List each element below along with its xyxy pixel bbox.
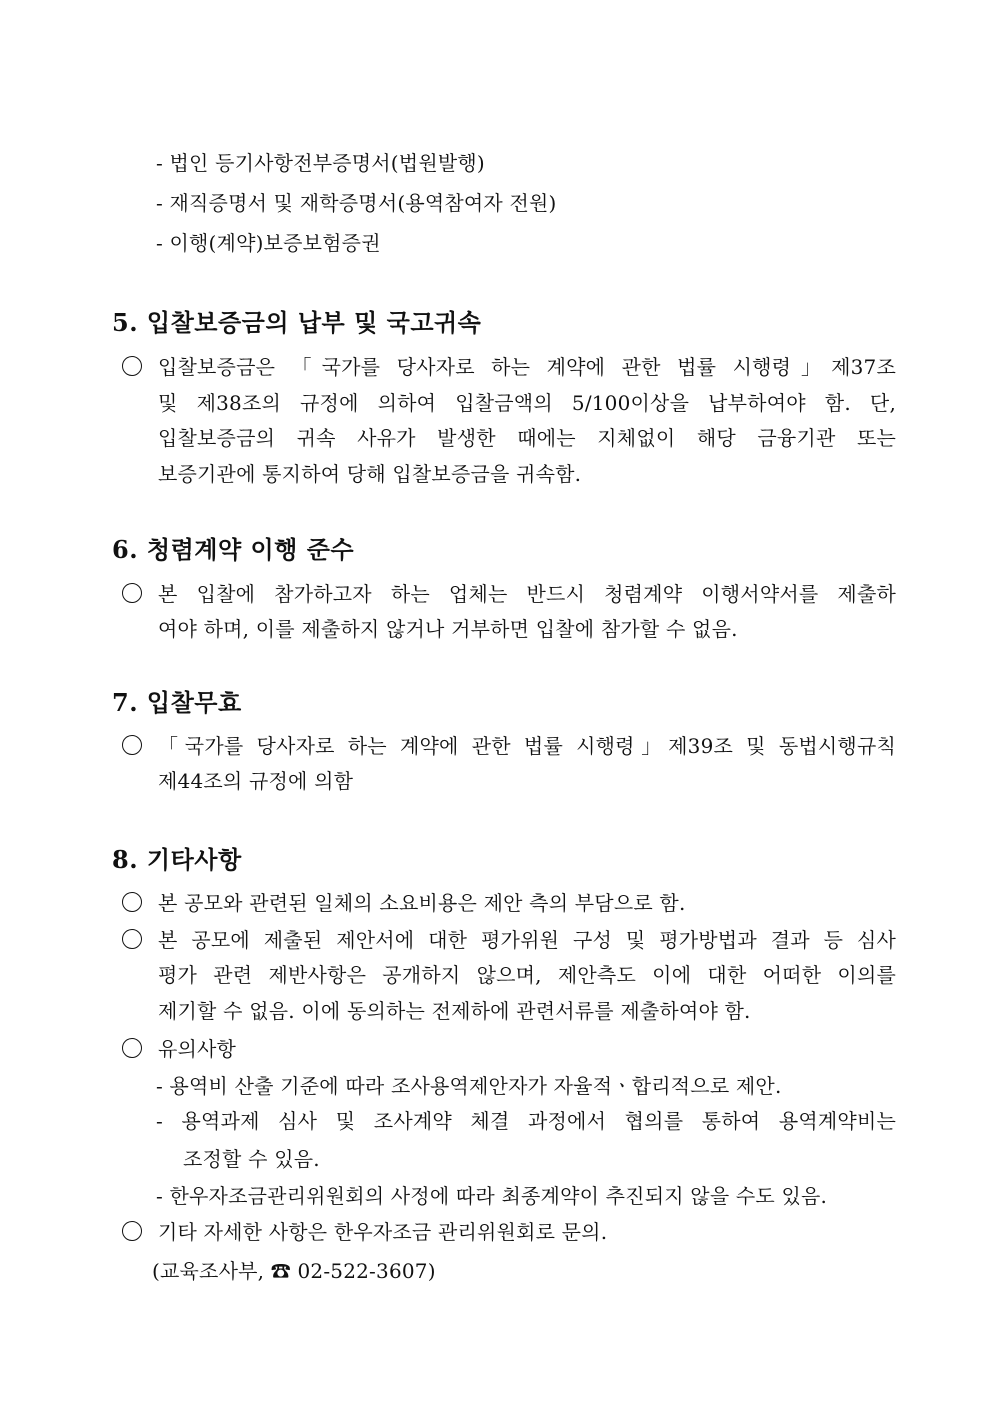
circle-bullet-icon — [122, 1221, 142, 1241]
list-item: - 용역과제 심사 및 조사계약 체결 과정에서 협의를 통하여 용역계약비는 — [156, 1109, 896, 1133]
section-heading: 7. 입찰무효 — [112, 688, 242, 717]
list-item: - 이행(계약)보증보험증권 — [156, 231, 381, 255]
circle-bullet-icon — [122, 583, 142, 603]
list-item: - 재직증명서 및 재학증명서(용역참여자 전원) — [156, 191, 557, 215]
paragraph-line: 여야 하며, 이를 제출하지 않거나 거부하면 입찰에 참가할 수 없음. — [158, 617, 738, 641]
paragraph-line: 본 공모에 제출된 제안서에 대한 평가위원 구성 및 평가방법과 결과 등 심사 — [158, 928, 896, 952]
circle-bullet-icon — [122, 929, 142, 949]
paragraph-line: 본 입찰에 참가하고자 하는 업체는 반드시 청렴계약 이행서약서를 제출하 — [158, 582, 896, 606]
paragraph-line: 평가 관련 제반사항은 공개하지 않으며, 제안측도 이에 대한 어떠한 이의를 — [158, 963, 896, 987]
paragraph-line: 유의사항 — [158, 1037, 237, 1061]
paragraph-line: 제기할 수 없음. 이에 동의하는 전제하에 관련서류를 제출하여야 함. — [158, 999, 751, 1023]
circle-bullet-icon — [122, 1038, 142, 1058]
list-item: - 용역비 산출 기준에 따라 조사용역제안자가 자율적ㆍ합리적으로 제안. — [156, 1074, 782, 1098]
paragraph-line: 기타 자세한 사항은 한우자조금 관리위원회로 문의. — [158, 1220, 608, 1244]
section-heading: 8. 기타사항 — [112, 845, 242, 874]
circle-bullet-icon — [122, 892, 142, 912]
circle-bullet-icon — [122, 356, 142, 376]
paragraph-line: 「국가를 당사자로 하는 계약에 관한 법률 시행령」제39조 및 동법시행규칙 — [158, 734, 896, 758]
list-item: - 법인 등기사항전부증명서(법원발행) — [156, 151, 485, 175]
list-item: - 한우자조금관리위원회의 사정에 따라 최종계약이 추진되지 않을 수도 있음. — [156, 1184, 828, 1208]
paragraph-line: 입찰보증금은 「국가를 당사자로 하는 계약에 관한 법률 시행령」제37조 — [158, 355, 896, 379]
paragraph-line: 보증기관에 통지하여 당해 입찰보증금을 귀속함. — [158, 462, 582, 486]
circle-bullet-icon — [122, 735, 142, 755]
section-heading: 6. 청렴계약 이행 준수 — [112, 535, 355, 564]
paragraph-line: 본 공모와 관련된 일체의 소요비용은 제안 측의 부담으로 함. — [158, 891, 686, 915]
paragraph-line: 입찰보증금의 귀속 사유가 발생한 때에는 지체없이 해당 금융기관 또는 — [158, 426, 896, 450]
list-item-continuation: 조정할 수 있음. — [183, 1147, 320, 1171]
section-heading: 5. 입찰보증금의 납부 및 국고귀속 — [112, 308, 482, 337]
paragraph-line: 제44조의 규정에 의함 — [158, 769, 354, 793]
paragraph-line: 및 제38조의 규정에 의하여 입찰금액의 5/100이상을 납부하여야 함. 단, — [158, 391, 896, 415]
contact-info: (교육조사부, ☎ 02-522-3607) — [152, 1259, 436, 1283]
